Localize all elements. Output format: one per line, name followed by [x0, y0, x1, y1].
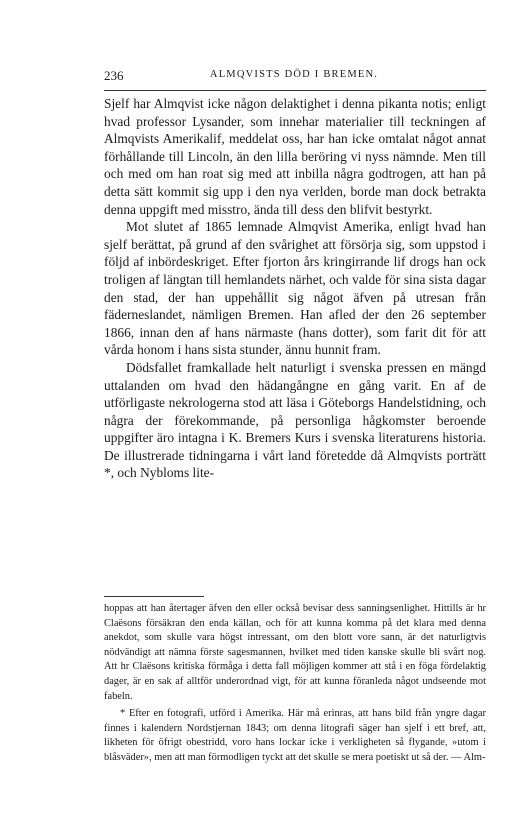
- paragraph: Mot slutet af 1865 lemnade Almqvist Amerika, enligt hvad han sjelf berättat, på grund af den svårighet att försörja sig, som uppstod i följd af inbördeskriget. Efter fjorton års kringirrande lif drogs han ock troligen af längtan till hemlandets närhet, och valde för sina sista dagar den stad, der han uppehållit sig något äfven på utresan från fäderneslandet, nämligen Bremen. Han afled der den 26 september 1866, innan den af hans närmaste (hans dotter), som farit dit för att vårda honom i hans sista stunder, ännu hunnit fram.: [104, 219, 486, 358]
- footnote: hoppas att han återtager äfven den eller också bevisar dess sanningsenlighet. Hittills är hr Claësons försäkran den enda källan, och för att kunna komma på det klara med denna anekdot, som skulle vara högst intressant, om den blott vore sann, är det naturligtvis nödvändigt att nämna förste sagesmannen, hvilket med tiden kanske skulle bli svårt nog. Att hr Claësons kritiska förmåga i detta fall möjligen kommer att stå i en föga fördelaktig dager, är en sak af alltför underordnad vigt, för att kunna föranleda något undseende mot fabeln.: [104, 603, 486, 702]
- header-rule: [104, 90, 486, 91]
- running-title: ALMQVISTS DÖD I BREMEN.: [209, 69, 379, 80]
- footnote-rule: [104, 596, 204, 597]
- paragraph: Sjelf har Almqvist icke någon delaktighet i denna pikanta notis; enligt hvad professor Lysander, som innehar materialier till teckningen af Almqvists Amerikalif, meddelat oss, har han icke omtalat något annat förhållande till Lincoln, än den lilla beröring vi nyss nämnde. Men till och med om han roat sig med att inbilla några godtrogen, att han på detta sätt kommit sig upp i den nya verlden, borde man dock betrakta denna uppgift med misstro, ända till dess den blifvit bestyrkt.: [104, 96, 486, 217]
- footnotes: [104, 602, 486, 766]
- footnote: * Efter en fotografi, utförd i Amerika. Här må erinras, att hans bild från yngre dagar finnes i kalendern Nordstjernan 1843; om denna litografi säger han sjelf i ett bref, att, likheten för öfrigt obestridd, voro hans lockar icke i verkligheten så flygande, »utom i blåsväder», men att man förmodligen tyckt att det skulle se mera poetiskt ut så der. — Alm-: [104, 708, 486, 763]
- page-number: 236: [104, 68, 124, 83]
- page-header: [104, 68, 484, 84]
- main-text: [104, 95, 486, 482]
- paragraph: Dödsfallet framkallade helt naturligt i svenska pressen en mängd uttalanden om hvad den hädangångne en gång varit. En af de utförligaste nekrologerna stod att läsa i Göteborgs Handelstidning, och några der förekommande, på personliga hågkomster beroende uppgifter äro intagna i K. Bremers Kurs i svenska literaturens historia. De illustrerade tidningarna i vårt land företedde då Almqvists porträtt *, och Nybloms lite-: [104, 359, 486, 481]
